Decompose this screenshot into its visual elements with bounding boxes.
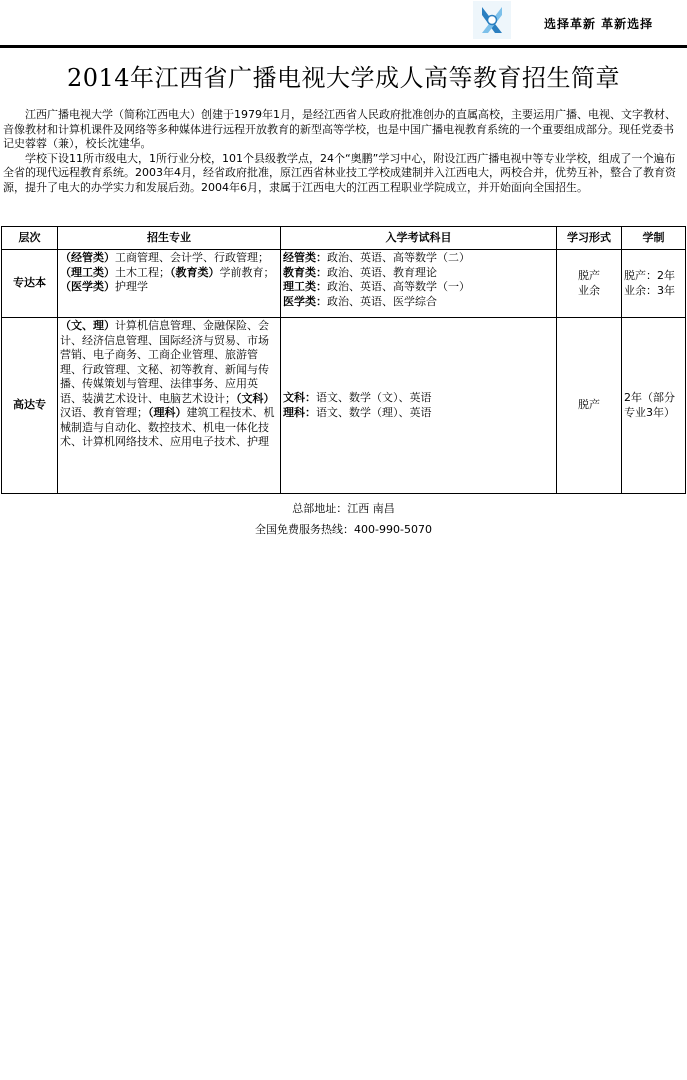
- exam-category: 教育类：: [283, 265, 327, 279]
- major-list: 计算机信息管理、金融保险、会计、经济信息管理、国际经济与贸易、市场营销、电子商务、工商企业管理、旅游管理、行政管理、文秘、初等教育、新闻与传播、传媒策划与管理、法律事务、应用英语、装潢艺术设计、电脑艺术设计；: [60, 319, 269, 405]
- major-category: （医学类）: [60, 280, 115, 293]
- exam-line: [283, 295, 554, 310]
- major-list: 工商管理、会计学、行政管理；: [115, 251, 269, 264]
- major-category: （文、理）: [60, 319, 115, 332]
- duration-line: 业余：3年: [624, 283, 675, 297]
- exam-line: [283, 266, 554, 281]
- row-level: 专达本: [2, 250, 58, 318]
- enrollment-table: [1, 226, 686, 494]
- row-exam: [281, 250, 557, 318]
- exam-line: [283, 251, 554, 266]
- form-line: 脱产: [578, 269, 600, 282]
- header-slogan: 选择革新 革新选择: [544, 17, 654, 31]
- duration-line: 脱产：2年: [624, 269, 675, 282]
- exam-subjects: 语文、数学（文）、英语: [316, 391, 432, 404]
- exam-subjects: 政治、英语、教育理论: [327, 265, 437, 279]
- exam-category: 理工类：: [283, 280, 327, 293]
- major-list: 土木工程；: [115, 265, 170, 279]
- page-header: [0, 0, 687, 44]
- header-exam: 入学考试科目: [281, 227, 557, 250]
- exam-category: 医学类：: [283, 294, 327, 308]
- row-duration: [622, 250, 686, 318]
- exam-subjects: 政治、英语、高等数学（二）: [327, 251, 470, 264]
- header-level: 层次: [2, 227, 58, 250]
- table-row: [2, 318, 686, 494]
- major-category: （理科）: [148, 406, 187, 419]
- form-line: 业余: [578, 283, 600, 297]
- row-level: 高达专: [2, 318, 58, 494]
- table-row: [2, 250, 686, 318]
- row-form: 脱产: [557, 318, 622, 494]
- exam-category: 经管类：: [283, 251, 327, 264]
- header-majors: 招生专业: [58, 227, 281, 250]
- exam-line: [283, 406, 554, 421]
- row-majors: [58, 250, 281, 318]
- footer-hotline: 全国免费服务热线：400-990-5070: [255, 523, 432, 536]
- major-category: （经管类）: [60, 251, 115, 264]
- major-list: 汉语、教育管理；: [60, 406, 148, 419]
- intro-paragraph-2: 学校下设11所市级电大，1所行业分校，101个县级教学点，24个“奥鹏”学习中心，附设江西广播电视中等专业学校，组成了一个遍布全省的现代远程教育系统。2003年4月，经省政府批准，原江西省林业技工学校成建制并入江西电大，两校合并，优势互补，整合了教育资源，提升了电大的办学实力和发展后劲。2004年6月，隶属于江西电大的江西工程职业学院成立，并开始面向全国招生。: [3, 151, 676, 194]
- intro-text: [3, 108, 683, 195]
- table-header-row: [2, 227, 686, 250]
- major-category: （理工类）: [60, 265, 115, 279]
- exam-line: [283, 391, 554, 406]
- exam-subjects: 政治、英语、医学综合: [327, 294, 437, 308]
- major-category: （文科）: [236, 391, 275, 405]
- exam-category: 理科：: [283, 405, 316, 419]
- header-divider: [0, 45, 687, 48]
- major-list: 学前教育；: [219, 265, 275, 279]
- row-form: [557, 250, 622, 318]
- intro-paragraph-1: 江西广播电视大学（简称江西电大）创建于1979年1月，是经江西省人民政府批准创办的直属高校，主要运用广播、电视、文字教材、音像教材和计算机课件及网络等多种媒体进行远程开放教育的新型高等学校，也是中国广播电视教育系统的一个重要组成部分。现任党委书记史蓉蓉（兼），校长沈建华。: [3, 108, 676, 150]
- header-form: 学习形式: [557, 227, 622, 250]
- major-list: 护理学: [115, 280, 148, 293]
- row-exam: [281, 318, 557, 494]
- exam-line: [283, 280, 554, 295]
- major-list: 建筑工程技术、机械制造与自动化、数控技术、机电一体化技术、计算机网络技术、应用电子技术、护理: [60, 406, 275, 448]
- row-duration: 2年（部分专业3年）: [622, 318, 686, 494]
- page-title: 2014年江西省广播电视大学成人高等教育招生简章: [66, 64, 621, 92]
- x-logo-icon: [473, 1, 511, 39]
- exam-subjects: 语文、数学（理）、英语: [316, 405, 432, 419]
- exam-category: 文科：: [283, 391, 316, 404]
- footer-address: 总部地址：江西 南昌: [292, 502, 395, 515]
- major-category: （教育类）: [170, 265, 220, 279]
- exam-subjects: 政治、英语、高等数学（一）: [327, 280, 470, 293]
- row-majors: [58, 318, 281, 494]
- header-duration: 学制: [622, 227, 686, 250]
